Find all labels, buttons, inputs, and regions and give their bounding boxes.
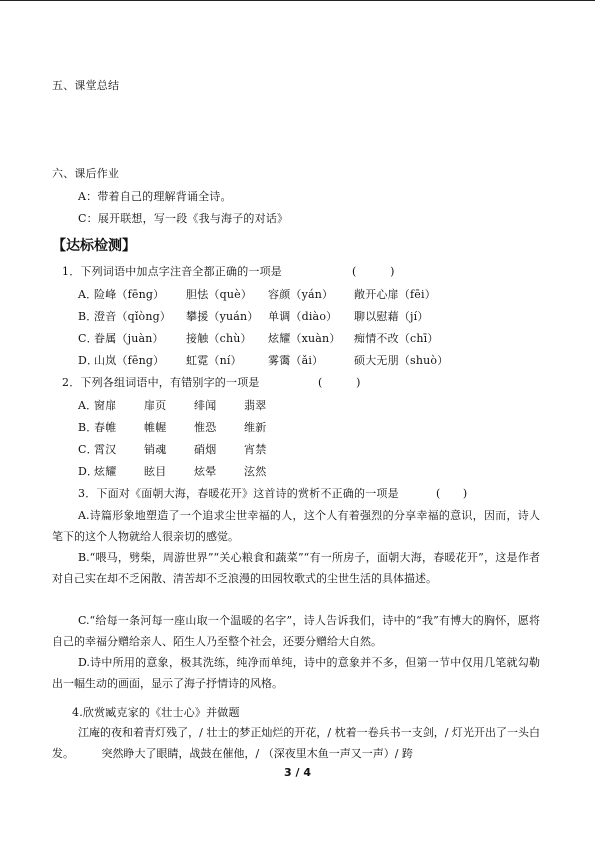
option-word: 帷幄 — [144, 421, 167, 434]
q1-stem-text: 1．下列词语中加点字注音全都正确的一项是 — [62, 265, 282, 278]
q1-stem — [62, 265, 395, 279]
homework-item-a: A：带着自己的理解背诵全诗。 — [78, 190, 232, 203]
option-word: 窗扉 — [94, 399, 117, 412]
option-label: C． — [78, 443, 98, 456]
q3-option-b: B.“喂马，劈柴，周游世界”“关心粮食和蔬菜”“有一所房子，面朝大海，春暖花开”，这是作者对自己实在却不乏闲散、清苦却不乏浪漫的田园牧歌式的尘世生活的具体描述。 — [52, 551, 540, 585]
option-word: 炫耀（xuàn） — [268, 332, 341, 345]
option-word: 虹霓（ní） — [186, 354, 242, 367]
option-word: 痴情不改（chī） — [354, 332, 439, 345]
q2-stem-text: 2．下列各组词语中，有错别字的一项是 — [62, 376, 260, 389]
q3-option-c: C.“给每一条河每一座山取一个温暖的名字”，诗人告诉我们，诗中的“我”有博大的胸怀，愿将自己的幸福分赠给亲人、陌生人乃至整个社会，还要分赠给大自然。 — [52, 614, 540, 648]
q2-stem — [62, 376, 361, 390]
option-word: 翡翠 — [244, 399, 267, 412]
option-word: 接触（chù） — [186, 332, 252, 345]
option-word: 单调（diào） — [268, 310, 338, 323]
option-label: D． — [78, 465, 99, 478]
option-label: C． — [78, 332, 98, 345]
option-word: 销魂 — [144, 443, 167, 456]
q4-stem: 4.欣赏臧克家的《壮士心》并做题 — [72, 706, 240, 719]
option-word: 眷属（juàn） — [94, 332, 164, 345]
section-homework: 六、课后作业 — [52, 167, 120, 180]
q4-poem-excerpt: 江庵的夜和着青灯残了，/ 壮士的梦正灿烂的开花，/ 枕着一卷兵书一支剑，/ 灯光开出了一头白发。 突然睁大了眼睛，战鼓在催他，/ （深夜里木鱼一声又一声）/ 跨 — [52, 726, 540, 760]
option-label: A． — [78, 288, 98, 301]
homework-item-c: C：展开联想，写一段《我与海子的对话》 — [78, 212, 289, 225]
option-word: 攀援（yuán） — [186, 310, 259, 323]
option-word: 容颜（yán） — [268, 288, 334, 301]
option-word: 硝烟 — [194, 443, 217, 456]
q3-stem — [78, 487, 468, 501]
option-label: D． — [78, 354, 99, 367]
option-word: 维新 — [244, 421, 267, 434]
option-word: 胆怯（què） — [186, 288, 253, 301]
option-word: 泫然 — [244, 465, 267, 478]
q2-answer-paren: ( ) — [318, 376, 361, 389]
option-word: 扉页 — [144, 399, 167, 412]
q1-answer-paren: ( ) — [352, 265, 395, 278]
option-word: 聊以慰藉（jí） — [354, 310, 429, 323]
option-word: 春帷 — [94, 421, 117, 434]
option-label: B． — [78, 310, 98, 323]
option-word: 霄汉 — [94, 443, 117, 456]
option-word: 雾霭（ǎi） — [268, 354, 324, 367]
q3-stem-text: 3．下面对《面朝大海，春暖花开》这首诗的赏析不正确的一项是 — [78, 487, 399, 500]
option-word: 硕大无朋（shuò） — [354, 354, 449, 367]
option-word: 绯闻 — [194, 399, 217, 412]
option-word: 宵禁 — [244, 443, 267, 456]
section-class-summary: 五、课堂总结 — [52, 79, 120, 92]
option-label: B． — [78, 421, 98, 434]
option-word: 敞开心扉（fēi） — [354, 288, 436, 301]
option-word: 炫晕 — [194, 465, 217, 478]
page-number: 3 / 4 — [284, 766, 311, 779]
top-rule — [0, 0, 595, 1]
assessment-heading: 【达标检测】 — [52, 238, 136, 254]
option-label: A． — [78, 399, 98, 412]
option-word: 眩目 — [144, 465, 167, 478]
q3-option-a: A.诗篇形象地塑造了一个追求尘世幸福的人，这个人有着强烈的分享幸福的意识，因而，诗人笔下的这个人物就给人很亲切的感觉。 — [52, 509, 540, 543]
option-word: 惟恐 — [194, 421, 217, 434]
option-word: 澄音（qǐòng） — [94, 310, 172, 323]
option-word: 险峰（fēng） — [94, 288, 165, 301]
q3-option-d: D.诗中所用的意象，极其洗练，纯净而单纯，诗中的意象并不多，但第一节中仅用几笔就勾勒出一幅生动的画面，显示了海子抒情诗的风格。 — [52, 656, 540, 690]
option-word: 山岚（fēng） — [94, 354, 165, 367]
option-word: 炫耀 — [94, 465, 117, 478]
q3-answer-paren: ( ) — [436, 487, 468, 500]
